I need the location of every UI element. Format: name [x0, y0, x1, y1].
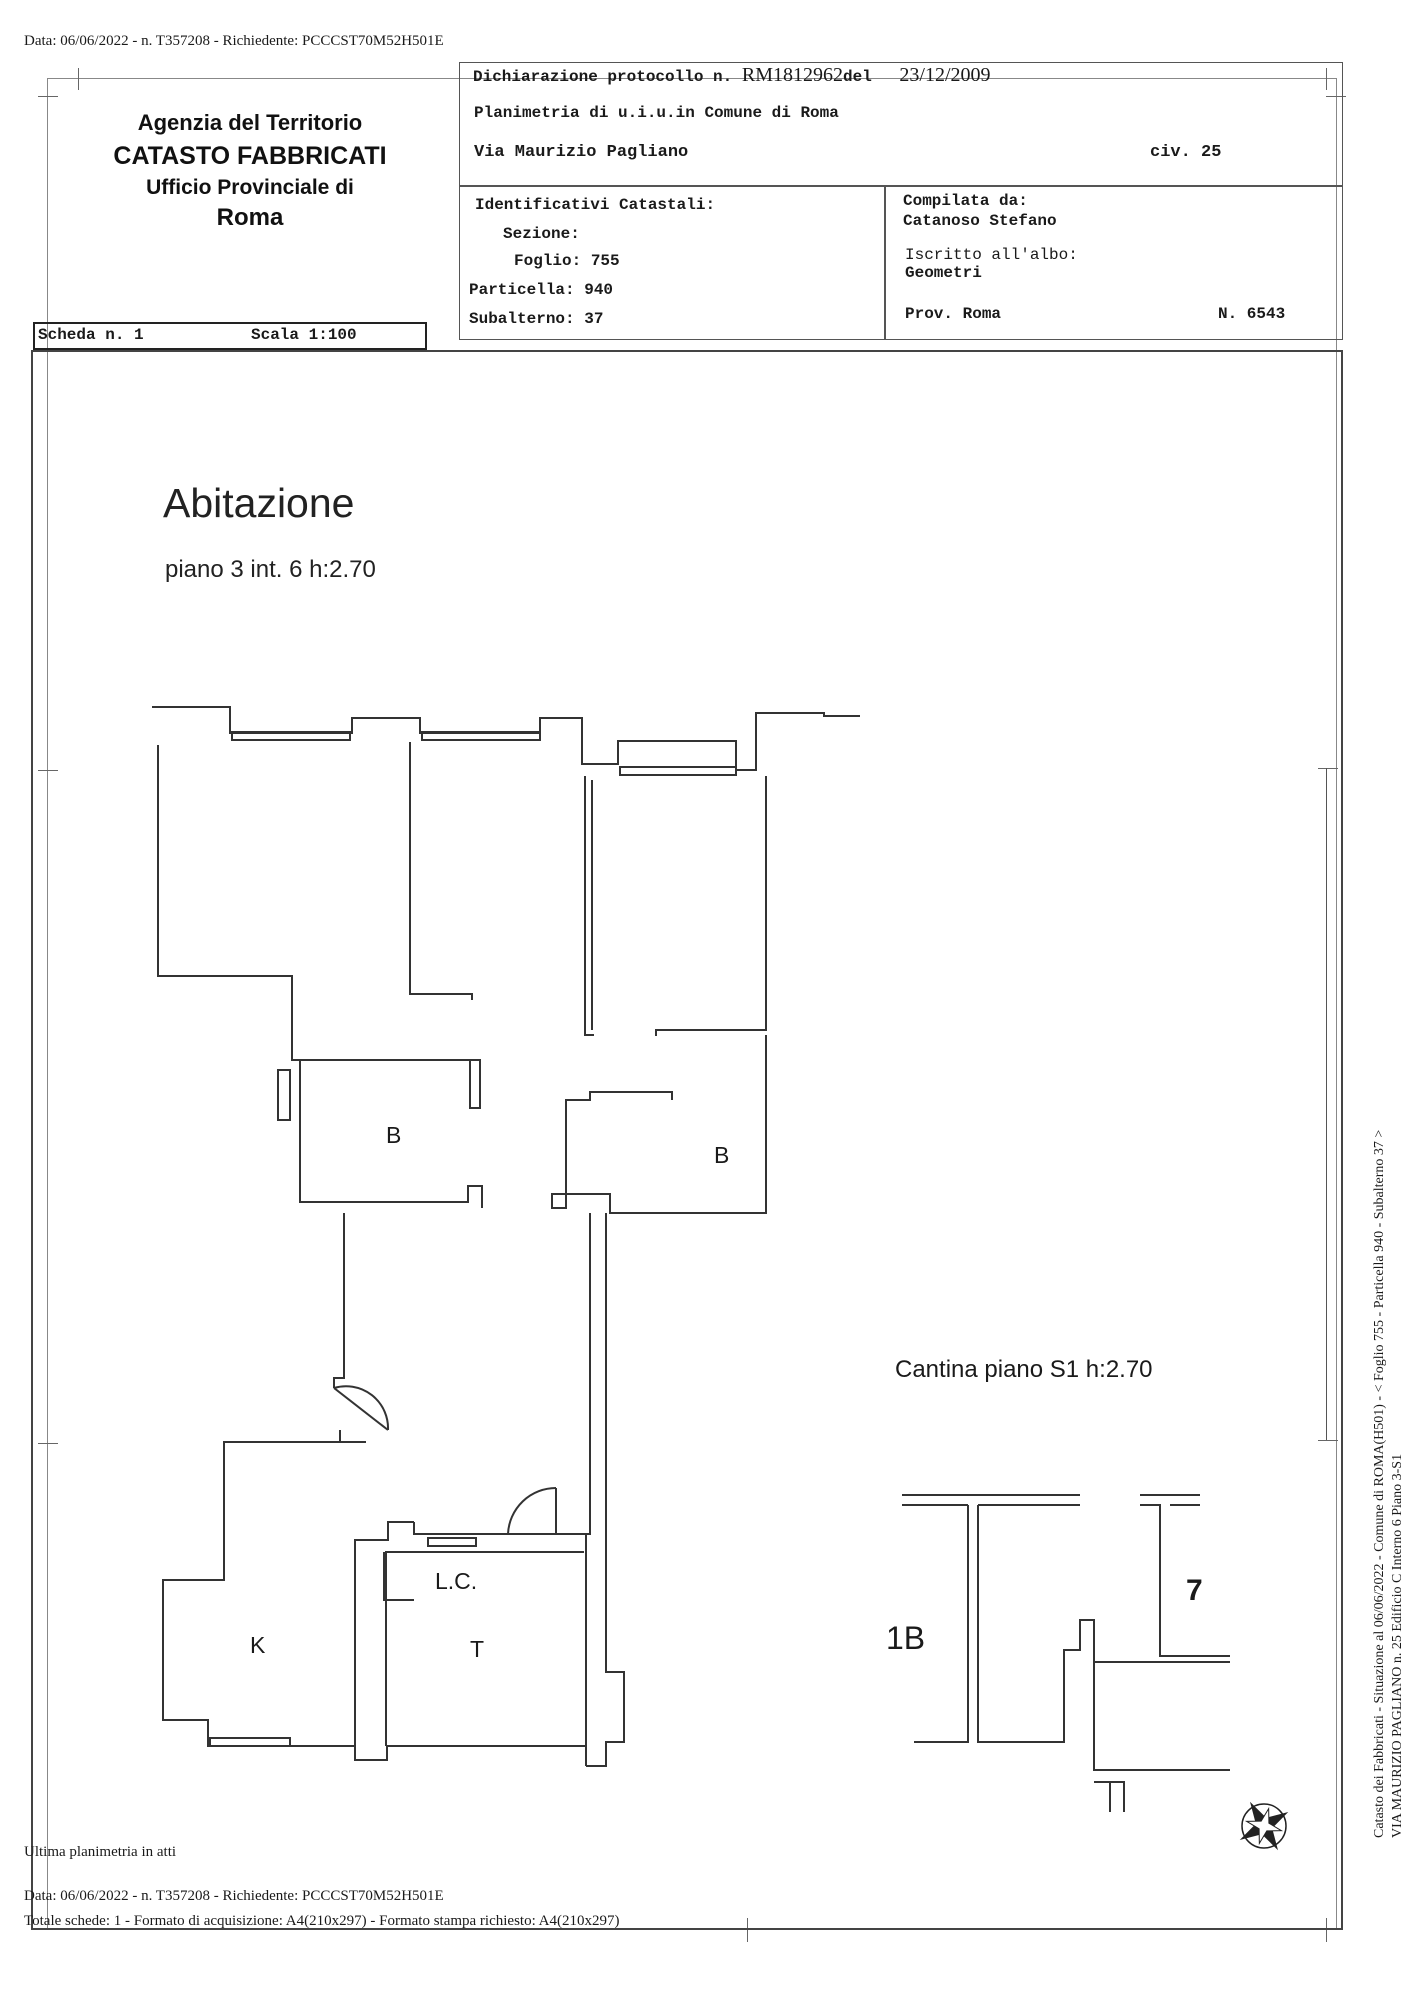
catasto-title: CATASTO FABBRICATI: [113, 142, 387, 170]
side-text-line-2: VIA MAURIZIO PAGLIANO n. 25 Edificio C Interno 6 Piano 3-S1: [1390, 1453, 1405, 1838]
identificativi-title: Identificativi Catastali:: [475, 196, 716, 214]
declaration-number: RM1812962: [741, 64, 843, 86]
compiler-label: Compilata da:: [903, 192, 1028, 210]
foglio-value: Foglio: 755: [514, 252, 620, 270]
scheda-scale: Scala 1:100: [251, 326, 357, 344]
dimension-line: [1326, 768, 1327, 1440]
albo-value: Geometri: [905, 264, 982, 282]
side-text: [1371, 838, 1407, 1838]
declaration-prefix: Dichiarazione protocollo n.: [473, 68, 733, 86]
sezione-label: Sezione:: [503, 225, 580, 243]
planimetria-line: Planimetria di u.i.u.in Comune di Roma: [474, 104, 839, 122]
compass-rose: [1226, 1788, 1302, 1864]
footer-totale: Totale schede: 1 - Formato di acquisizione: A4(210x297) - Formato stampa richiesto: A4(210x297): [24, 1913, 620, 1929]
plan-title: Abitazione: [163, 480, 355, 526]
address-line: Via Maurizio Pagliano: [474, 143, 689, 162]
footer-ultima: Ultima planimetria in atti: [24, 1844, 177, 1860]
cantina-room-7: 7: [1186, 1574, 1203, 1607]
room-label-t: T: [470, 1636, 485, 1662]
scheda-number: Scheda n. 1: [38, 326, 144, 344]
compiler-name: Catanoso Stefano: [903, 212, 1057, 230]
registration-number: N. 6543: [1218, 305, 1286, 323]
particella-value: Particella: 940: [469, 281, 614, 299]
declaration-date: 23/12/2009: [899, 64, 991, 86]
side-text-line-1: Catasto dei Fabbricati - Situazione al 06/06/2022 - Comune di ROMA(H501) - < Foglio 755 - Particella 940 - Subalterno 37 >: [1372, 1129, 1387, 1838]
ufficio-city: Roma: [216, 204, 284, 231]
room-label-b2: B: [714, 1142, 730, 1168]
cantina-room-1b: 1B: [886, 1620, 926, 1656]
subalterno-value: Subalterno: 37: [469, 310, 604, 328]
footer-data: Data: 06/06/2022 - n. T357208 - Richiedente: PCCCST70M52H501E: [24, 1888, 444, 1904]
agency-name: Agenzia del Territorio: [137, 110, 363, 135]
room-label-b1: B: [386, 1122, 402, 1148]
cantina-title: Cantina piano S1 h:2.70: [895, 1356, 1153, 1383]
plan-subtitle: piano 3 int. 6 h:2.70: [165, 556, 376, 583]
albo-label: Iscritto all'albo:: [905, 246, 1078, 264]
civic-number: civ. 25: [1150, 143, 1222, 162]
province-value: Prov. Roma: [905, 305, 1002, 323]
room-label-lc: L.C.: [435, 1568, 478, 1594]
ufficio-label: Ufficio Provinciale di: [146, 176, 354, 199]
declaration-del: del: [842, 68, 872, 86]
top-stamp: Data: 06/06/2022 - n. T357208 - Richiedente: PCCCST70M52H501E: [24, 33, 444, 49]
room-label-k: K: [250, 1632, 266, 1658]
